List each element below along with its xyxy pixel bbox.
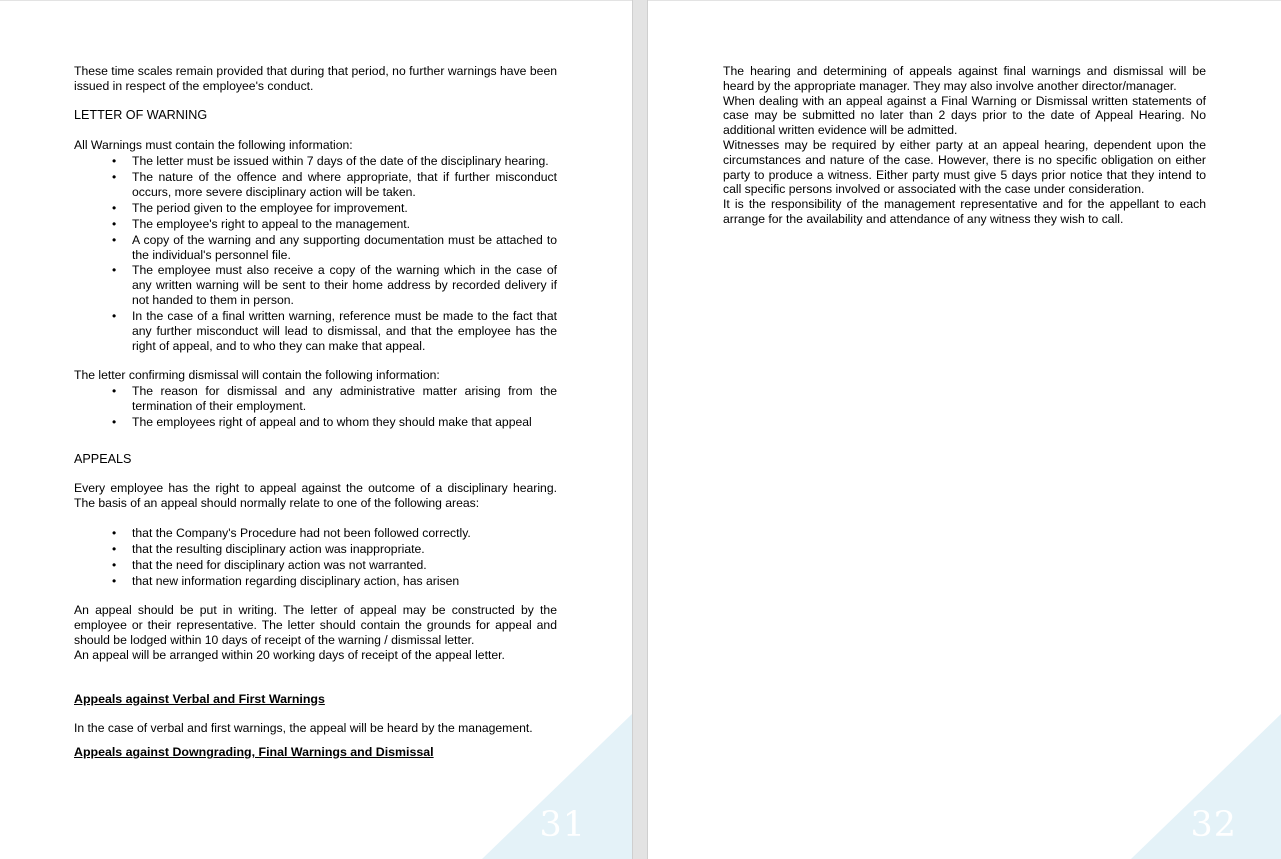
list-item: • The nature of the offence and where appropriate, that if further misconduct occurs, more severe disciplinary action will be taken. [132,170,557,200]
document-page-31 [0,1,632,859]
appeal-grounds-list [74,526,557,589]
written-statements-paragraph: When dealing with an appeal against a Final Warning or Dismissal written statements of case may be submitted no later than 2 days prior to the date of Appeal Hearing. No additional written evidence will be admitted. [723,93,1206,138]
list-item: • The period given to the employee for improvement. [132,201,557,216]
page-number: 32 [1190,805,1237,845]
appeals-heading: APPEALS [74,451,132,466]
list-item: • In the case of a final written warning, reference must be made to the fact that any further misconduct will lead to dismissal, and that the employee has the right of appeal, and to who they can make that appeal. [132,309,557,353]
appeals-lead-paragraph: Every employee has the right to appeal against the outcome of a disciplinary hearing. The basis of an appeal should normally relate to one of the following areas: [74,481,557,511]
list-item: • that the need for disciplinary action was not warranted. [132,558,557,573]
list-item: • The reason for dismissal and any administrative matter arising from the termination of their employment. [132,384,557,414]
dismissal-info-list [74,384,557,430]
list-item: • A copy of the warning and any supporting documentation must be attached to the individual's personnel file. [132,233,557,263]
verbal-first-warnings-heading: Appeals against Verbal and First Warnings [74,691,325,706]
list-item: • The employee must also receive a copy of the warning which in the case of any written warning will be sent to their home address by recorded delivery if not handed to them in person. [132,263,557,307]
document-page-32 [648,1,1281,859]
list-item: • The employees right of appeal and to whom they should make that appeal [132,415,557,430]
list-item: • that new information regarding disciplinary action, has arisen [132,574,557,589]
list-item: • The letter must be issued within 7 days of the date of the disciplinary hearing. [132,154,557,169]
list-item: • that the Company's Procedure had not been followed correctly. [132,526,557,541]
list-item: • that the resulting disciplinary action was inappropriate. [132,542,557,557]
verbal-first-warnings-paragraph: In the case of verbal and first warnings, the appeal will be heard by the management. [74,721,533,736]
appeal-hearing-paragraph: The hearing and determining of appeals against final warnings and dismissal will be heard by the appropriate manager. They may also involve another director/manager. [723,64,1206,93]
list-item: • The employee's right to appeal to the management. [132,217,557,232]
page-divider [632,0,648,859]
witness-responsibility-paragraph: It is the responsibility of the management representative and for the appellant to each arrange for the availability and attendance of any witness they wish to call. [723,197,1206,226]
letter-of-warning-heading: LETTER OF WARNING [74,108,208,123]
page-number: 31 [539,805,586,845]
warning-lead-paragraph: All Warnings must contain the following information: [74,137,353,152]
appeal-arrangement-paragraph: An appeal will be arranged within 20 working days of receipt of the appeal letter. [74,647,505,662]
dismissal-lead-paragraph: The letter confirming dismissal will contain the following information: [74,368,440,383]
page-content [723,64,1206,227]
intro-paragraph: These time scales remain provided that during that period, no further warnings have been issued in respect of the employee's conduct. [74,64,557,93]
warning-requirements-list [74,154,557,353]
downgrading-final-dismissal-heading: Appeals against Downgrading, Final Warnings and Dismissal [74,744,434,759]
witnesses-paragraph: Witnesses may be required by either party at an appeal hearing, dependent upon the circumstances and nature of the case. However, there is no specific obligation on either party to produce a witness. Either party must give 5 days prior notice that they intend to call specific persons involved or associated with the case under consideration. [723,137,1206,197]
page-content [74,64,557,760]
appeal-writing-paragraph: An appeal should be put in writing. The letter of appeal may be constructed by the employee or their representative. The letter should contain the grounds for appeal and should be lodged within 10 days of receipt of the warning / dismissal letter. [74,603,557,647]
